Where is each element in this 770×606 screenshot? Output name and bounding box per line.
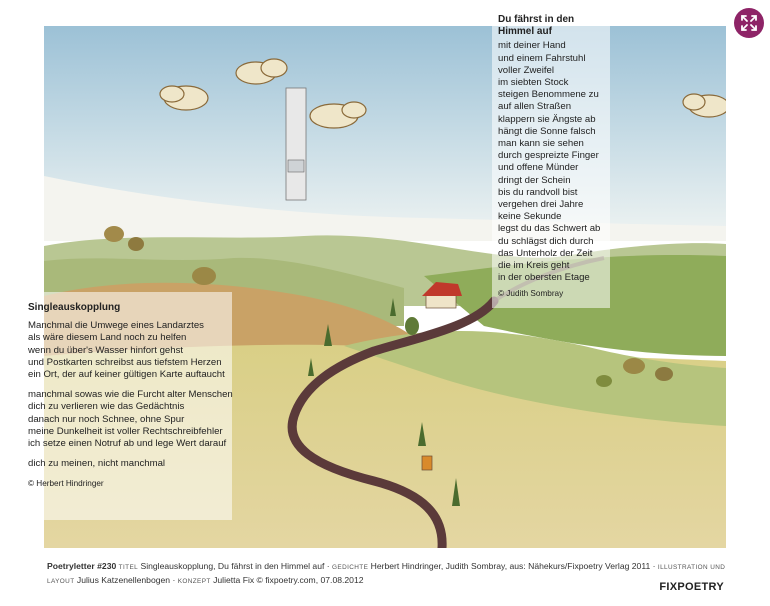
- poem-line: als wäre diesem Land noch zu helfen: [28, 332, 187, 344]
- poem-panel-right: [492, 12, 610, 308]
- poem-title: Singleauskopplung: [28, 302, 121, 313]
- elevator-tower: [286, 88, 306, 200]
- poem-copyright: © Judith Sombray: [498, 289, 564, 299]
- poem-line: und Postkarten schreibst aus tiefstem Herzen: [28, 356, 222, 368]
- credit-label: ILLUSTRATION UND LAYOUT: [47, 564, 726, 585]
- poem-title: Du fährst in den Himmel auf: [498, 14, 575, 38]
- poem-line: manchmal sowas wie die Furcht alter Menschen: [28, 389, 233, 401]
- poem-line: legst du das Schwert ab: [498, 223, 601, 235]
- poem-line: im siebten Stock: [498, 77, 569, 89]
- credit-label: KONZEPT: [177, 578, 211, 585]
- poem-stanza: [28, 458, 226, 470]
- poem-stanza: [28, 320, 226, 381]
- poem-line: mit deiner Hand: [498, 40, 566, 52]
- poem-line: die im Kreis geht: [498, 260, 570, 272]
- poem-line: ich setze einen Notruf ab und lege Wert darauf: [28, 438, 227, 450]
- poem-line: dich zu verlieren wie das Gedächtnis: [28, 401, 185, 413]
- poem-line: steigen Benommene zu: [498, 89, 599, 101]
- poem-panel-left: [22, 292, 232, 520]
- poem-line: meine Dunkelheit ist voller Rechtschreibfehler: [28, 425, 223, 437]
- credit-label: TITEL: [118, 564, 139, 571]
- poem-line: in der obersten Etage: [498, 272, 590, 284]
- credits-footer: Poetryletter #230 TITEL Singleauskopplung, Du fährst in den Himmel auf · GEDICHTE Herbert Hindringer, Judith Sombray, aus: Nähekurs/Fixpoetry Verlag 2011 · ILLUSTRATION UND LAYOUT Julius Katzenellenbogen · KONZEPT Julietta Fix © fixpoetry.com, 07.08.2012: [47, 561, 726, 585]
- issue-label: Poetryletter #230: [47, 561, 117, 571]
- credit-value: Herbert Hindringer, Judith Sombray, aus: Nähekurs/Fixpoetry Verlag 2011: [370, 561, 651, 571]
- brand-logo: FIXPOETRY: [659, 581, 724, 593]
- poem-line: auf allen Straßen: [498, 101, 572, 113]
- credit-label: GEDICHTE: [332, 564, 369, 571]
- poem-line: du schlägst dich durch: [498, 235, 594, 247]
- poem-line: danach nur noch Schnee, ohne Spur: [28, 413, 185, 425]
- poem-line: das Unterholz der Zeit: [498, 247, 593, 259]
- poem-line: klappern sie Ängste ab: [498, 113, 596, 125]
- poem-line: bis du randvoll bist: [498, 186, 578, 198]
- poem-line: voller Zweifel: [498, 64, 554, 76]
- poem-line: man kann sie sehen: [498, 138, 584, 150]
- poem-line: dringt der Schein: [498, 174, 571, 186]
- poem-stanza: [28, 389, 233, 450]
- credit-value: Julietta Fix © fixpoetry.com, 07.08.2012: [213, 575, 364, 585]
- credit-value: Julius Katzenellenbogen: [76, 575, 171, 585]
- poem-line: wenn du über's Wasser hinfort gehst: [28, 344, 184, 356]
- poem-line: und offene Münder: [498, 162, 579, 174]
- poem-line: durch gespreizte Finger: [498, 150, 599, 162]
- poem-line: keine Sekunde: [498, 211, 562, 223]
- poem-line: ein Ort, der auf keiner gültigen Karte auftaucht: [28, 369, 225, 381]
- small-hut: [422, 456, 432, 470]
- poem-line: dich zu meinen, nicht manchmal: [28, 458, 166, 470]
- poem-line: hängt die Sonne falsch: [498, 125, 596, 137]
- poem-line: und einem Fahrstuhl: [498, 52, 586, 64]
- poem-line: Manchmal die Umwege eines Landarztes: [28, 320, 204, 332]
- credit-value: Singleauskopplung, Du fährst in den Himmel auf: [140, 561, 325, 571]
- expand-arrows-icon: [740, 14, 758, 32]
- poem-copyright: © Herbert Hindringer: [28, 479, 104, 489]
- poem-line: vergehen drei Jahre: [498, 199, 584, 211]
- fullscreen-button[interactable]: [734, 8, 764, 38]
